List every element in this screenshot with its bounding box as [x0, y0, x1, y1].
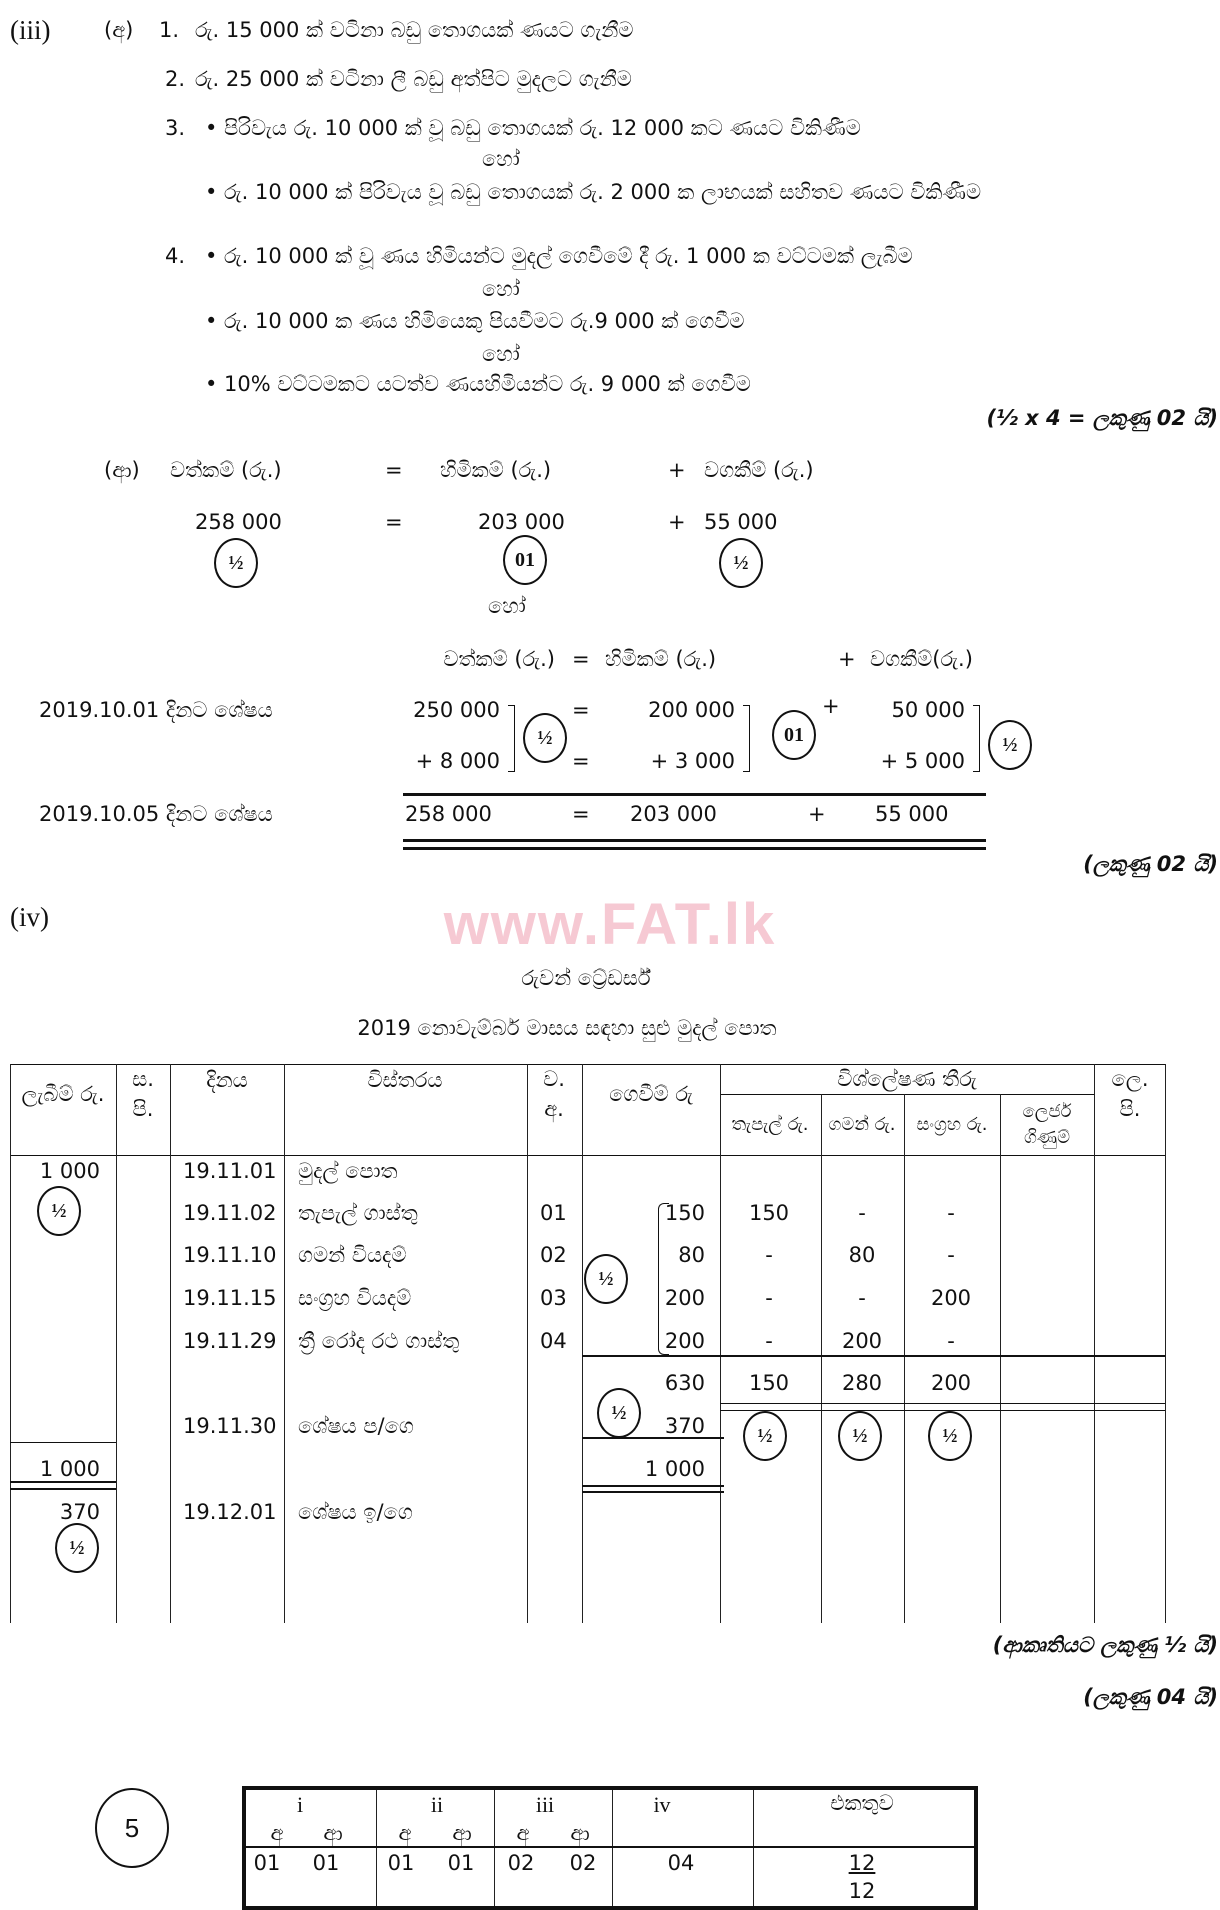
cell-date: 19.11.10	[183, 1243, 277, 1267]
mark-value: 01	[312, 1851, 340, 1875]
balance-value: 55 000	[875, 802, 949, 826]
cell-postage: 150	[748, 1371, 790, 1395]
brace	[658, 1203, 669, 1355]
part-label: (iii)	[10, 15, 51, 45]
eq-plus: +	[668, 458, 686, 482]
cell-date: 19.11.01	[183, 1159, 277, 1183]
mark-circle: ½	[719, 538, 763, 588]
eq-equity: හිමිකම් (රු.)	[605, 647, 717, 671]
cell-date: 19.11.15	[183, 1286, 277, 1310]
col-header: ii	[430, 1792, 444, 1817]
eq-liab: වගකීම්(රු.)	[870, 647, 973, 671]
total-denominator: 12	[848, 1879, 876, 1903]
cell-travel: 80	[848, 1243, 876, 1267]
col-header-total: එකතුව	[830, 1791, 894, 1815]
double-line	[403, 839, 986, 842]
cell-payment: 200	[664, 1286, 705, 1310]
cell-voucher: 04	[540, 1329, 567, 1353]
balance-value: 250 000	[413, 698, 500, 722]
book-title: 2019 නොවැම්බර් මාසය සඳහා සුළු මුදල් පොත	[357, 1016, 777, 1040]
cell-date: 19.11.30	[183, 1414, 277, 1438]
col-header: i	[296, 1792, 304, 1817]
cell-date: 19.12.01	[183, 1500, 277, 1524]
cell-details: තැපැල් ගාස්තු	[298, 1201, 418, 1225]
mark-value: 01	[253, 1851, 281, 1875]
eq-equals: =	[572, 647, 590, 671]
bracket	[973, 705, 980, 772]
header-details: විස්තරය	[367, 1068, 443, 1092]
cell-travel: 200	[841, 1329, 883, 1353]
balance-label: 2019.10.05 දිනට ශේෂය	[39, 802, 273, 826]
cell-voucher: 03	[540, 1286, 567, 1310]
cell-travel: -	[858, 1286, 866, 1310]
cell-details: ශේෂය ඉ/ගෙ	[298, 1500, 413, 1524]
item-alt: • රු. 10 000 ක් පිරිවැය වූ බඩු තොගයක් රු. 2 000 ක ලාභයක් සහිතව ණයට විකිණීම	[205, 180, 982, 204]
item-num: 1.	[159, 18, 180, 42]
or-text: හෝ	[488, 594, 526, 618]
sub-label: (අ)	[104, 18, 134, 42]
or-text: හෝ	[482, 147, 520, 171]
mark-value: 01	[447, 1851, 475, 1875]
change-value: + 3 000	[650, 749, 735, 773]
header-payments: ගෙවීම් රු	[609, 1082, 693, 1106]
cell-details: සංග්‍රහ වියදම්	[298, 1286, 412, 1310]
cell-receipts: 1 000	[39, 1457, 100, 1481]
header-date: දිනය	[206, 1068, 248, 1092]
watermark: www.FAT.lk	[443, 892, 777, 957]
cell-postage: -	[765, 1329, 773, 1353]
mark-circle: ½	[37, 1186, 81, 1236]
mark-circle: 01	[772, 710, 816, 760]
cell-details: ගමන් වියදම්	[298, 1243, 407, 1267]
header-voucher-no: ව. අ.	[543, 1067, 565, 1121]
item-text: රු. 15 000 ක් වටිනා බඩු තොගයක් ණයට ගැනීම	[195, 18, 634, 42]
company-name: රුවන් ට්‍රේඩර්ස්	[521, 966, 651, 990]
bracket	[508, 705, 515, 772]
eq-plus: +	[822, 694, 840, 718]
eq-plus: +	[808, 802, 826, 826]
cell-details: ත්‍රී රෝද රථ ගාස්තු	[298, 1329, 460, 1353]
cell-payment: 1 000	[644, 1457, 705, 1481]
header-receipts: ලැබීම් රු.	[21, 1082, 105, 1106]
cell-details: මුදල් පොත	[298, 1159, 398, 1183]
mark-circle: ½	[584, 1254, 628, 1304]
eq-assets: වත්කම් (රු.)	[170, 458, 282, 482]
marks-note: (ලකුණු 04 යි)	[1083, 1685, 1218, 1709]
mark-value: 02	[569, 1851, 597, 1875]
cell-postage: -	[765, 1243, 773, 1267]
cell-receipts: 370	[59, 1500, 100, 1524]
balance-value: 258 000	[405, 802, 492, 826]
or-text: හෝ	[482, 342, 520, 366]
sub-label: (ආ)	[104, 458, 140, 482]
eq-equals: =	[572, 802, 590, 826]
eq-assets: වත්කම් (රු.)	[443, 647, 555, 671]
cell-date: 19.11.02	[183, 1201, 277, 1225]
sub-header: ආ	[570, 1821, 590, 1845]
balance-label: 2019.10.01 දිනට ශේෂය	[39, 698, 273, 722]
cell-payment: 370	[664, 1414, 705, 1438]
mark-circle: ½	[55, 1523, 99, 1573]
marks-format-note: (ආකෘතියට ලකුණු ½ යි)	[992, 1633, 1218, 1657]
cell-entertainment: 200	[930, 1371, 972, 1395]
balance-value: 50 000	[891, 698, 965, 722]
cell-payment: 630	[664, 1371, 705, 1395]
cell-voucher: 02	[540, 1243, 567, 1267]
item-alt: • රු. 10 000 ක ණය හිමියෙකු පියවීමට රු.9 000 ක් ගෙවීම	[205, 309, 745, 333]
eq-liab: වගකීම් (රු.)	[704, 458, 814, 482]
mark-circle: ½	[838, 1411, 882, 1461]
header-folio: ස. පි.	[132, 1067, 154, 1121]
cell-payment: 200	[664, 1329, 705, 1353]
marks-note: (ලකුණු 02 යි)	[1083, 852, 1218, 876]
cell-travel: -	[858, 1201, 866, 1225]
total-numerator: 12	[848, 1851, 876, 1875]
header-ledger-folio: ලෙ. පි.	[1111, 1067, 1149, 1121]
item-num: 4.	[165, 244, 186, 268]
value-equity: 203 000	[478, 510, 565, 534]
item-num: 2.	[165, 67, 186, 91]
header-analysis: විශ්ලේෂණ තීරු	[837, 1067, 977, 1091]
eq-equals: =	[385, 510, 403, 534]
col-header: iv	[653, 1792, 671, 1817]
mark-circle: ½	[928, 1411, 972, 1461]
eq-equals: =	[572, 749, 590, 773]
cell-postage: -	[765, 1286, 773, 1310]
mark-value: 01	[387, 1851, 415, 1875]
mark-circle: ½	[597, 1388, 641, 1438]
item-text: • රු. 10 000 ක් වූ ණය හිමියන්ට මුදල් ගෙවීමේ දී රු. 1 000 ක වට්ටමක් ලැබීම	[205, 244, 913, 268]
mark-circle: 01	[503, 535, 547, 585]
item-text: • පිරිවැය රු. 10 000 ක් වූ බඩු තොගයක් රු. 12 000 කට ණයට විකිණීම	[205, 116, 861, 140]
marks-note: (½ x 4 = ලකුණු 02 යි)	[986, 406, 1218, 430]
cell-entertainment: -	[947, 1201, 955, 1225]
header-travel: ගමන් රු.	[828, 1114, 896, 1135]
cell-date: 19.11.29	[183, 1329, 277, 1353]
mark-value: 04	[667, 1851, 695, 1875]
mark-circle: ½	[743, 1411, 787, 1461]
cell-entertainment: 200	[930, 1286, 972, 1310]
item-num: 3.	[165, 116, 186, 140]
header-postage: තැපැල් රු.	[731, 1114, 809, 1135]
mark-circle: ½	[523, 713, 567, 763]
eq-equals: =	[572, 698, 590, 722]
part-label: (iv)	[10, 902, 49, 932]
eq-plus: +	[838, 647, 856, 671]
eq-equity: හිමිකම් (රු.)	[440, 458, 552, 482]
change-value: + 8 000	[415, 749, 500, 773]
value-assets: 258 000	[195, 510, 282, 534]
mark-circle: ½	[214, 538, 258, 588]
cell-payment: 150	[664, 1201, 705, 1225]
double-line	[403, 847, 986, 850]
cell-voucher: 01	[540, 1201, 567, 1225]
value-liab: 55 000	[704, 510, 778, 534]
cell-receipts: 1 000	[39, 1159, 100, 1183]
header-ledger: ලෙජර් ගිණුම්	[1022, 1101, 1072, 1148]
cell-entertainment: -	[947, 1329, 955, 1353]
cell-details: ශේෂය ප/ගෙ	[298, 1414, 414, 1438]
sub-header: ආ	[452, 1821, 472, 1845]
eq-equals: =	[385, 458, 403, 482]
mark-value: 02	[507, 1851, 535, 1875]
mark-circle: ½	[988, 720, 1032, 770]
eq-plus: +	[668, 510, 686, 534]
question-number: 5	[95, 1788, 169, 1868]
cell-postage: 150	[748, 1201, 790, 1225]
sub-header: ආ	[323, 1821, 343, 1845]
bracket	[743, 705, 750, 772]
sub-header: අ	[516, 1821, 530, 1845]
sub-header: අ	[270, 1821, 284, 1845]
change-value: + 5 000	[880, 749, 965, 773]
item-alt: • 10% වට්ටමකට යටත්ව ණයහිමියන්ට රු. 9 000 ක් ගෙවීම	[205, 372, 751, 396]
sub-header: අ	[398, 1821, 412, 1845]
cell-entertainment: -	[947, 1243, 955, 1267]
item-text: රු. 25 000 ක් වටිනා ලී බඩු අත්පිට මුදලට ගැනීම	[195, 67, 632, 91]
cell-travel: 280	[841, 1371, 883, 1395]
col-header: iii	[535, 1792, 555, 1817]
header-entertainment: සංග්‍රහ රු.	[916, 1114, 988, 1135]
or-text: හෝ	[482, 277, 520, 301]
balance-value: 203 000	[630, 802, 717, 826]
balance-value: 200 000	[648, 698, 735, 722]
total-line	[403, 793, 986, 796]
cell-payment: 80	[678, 1243, 705, 1267]
